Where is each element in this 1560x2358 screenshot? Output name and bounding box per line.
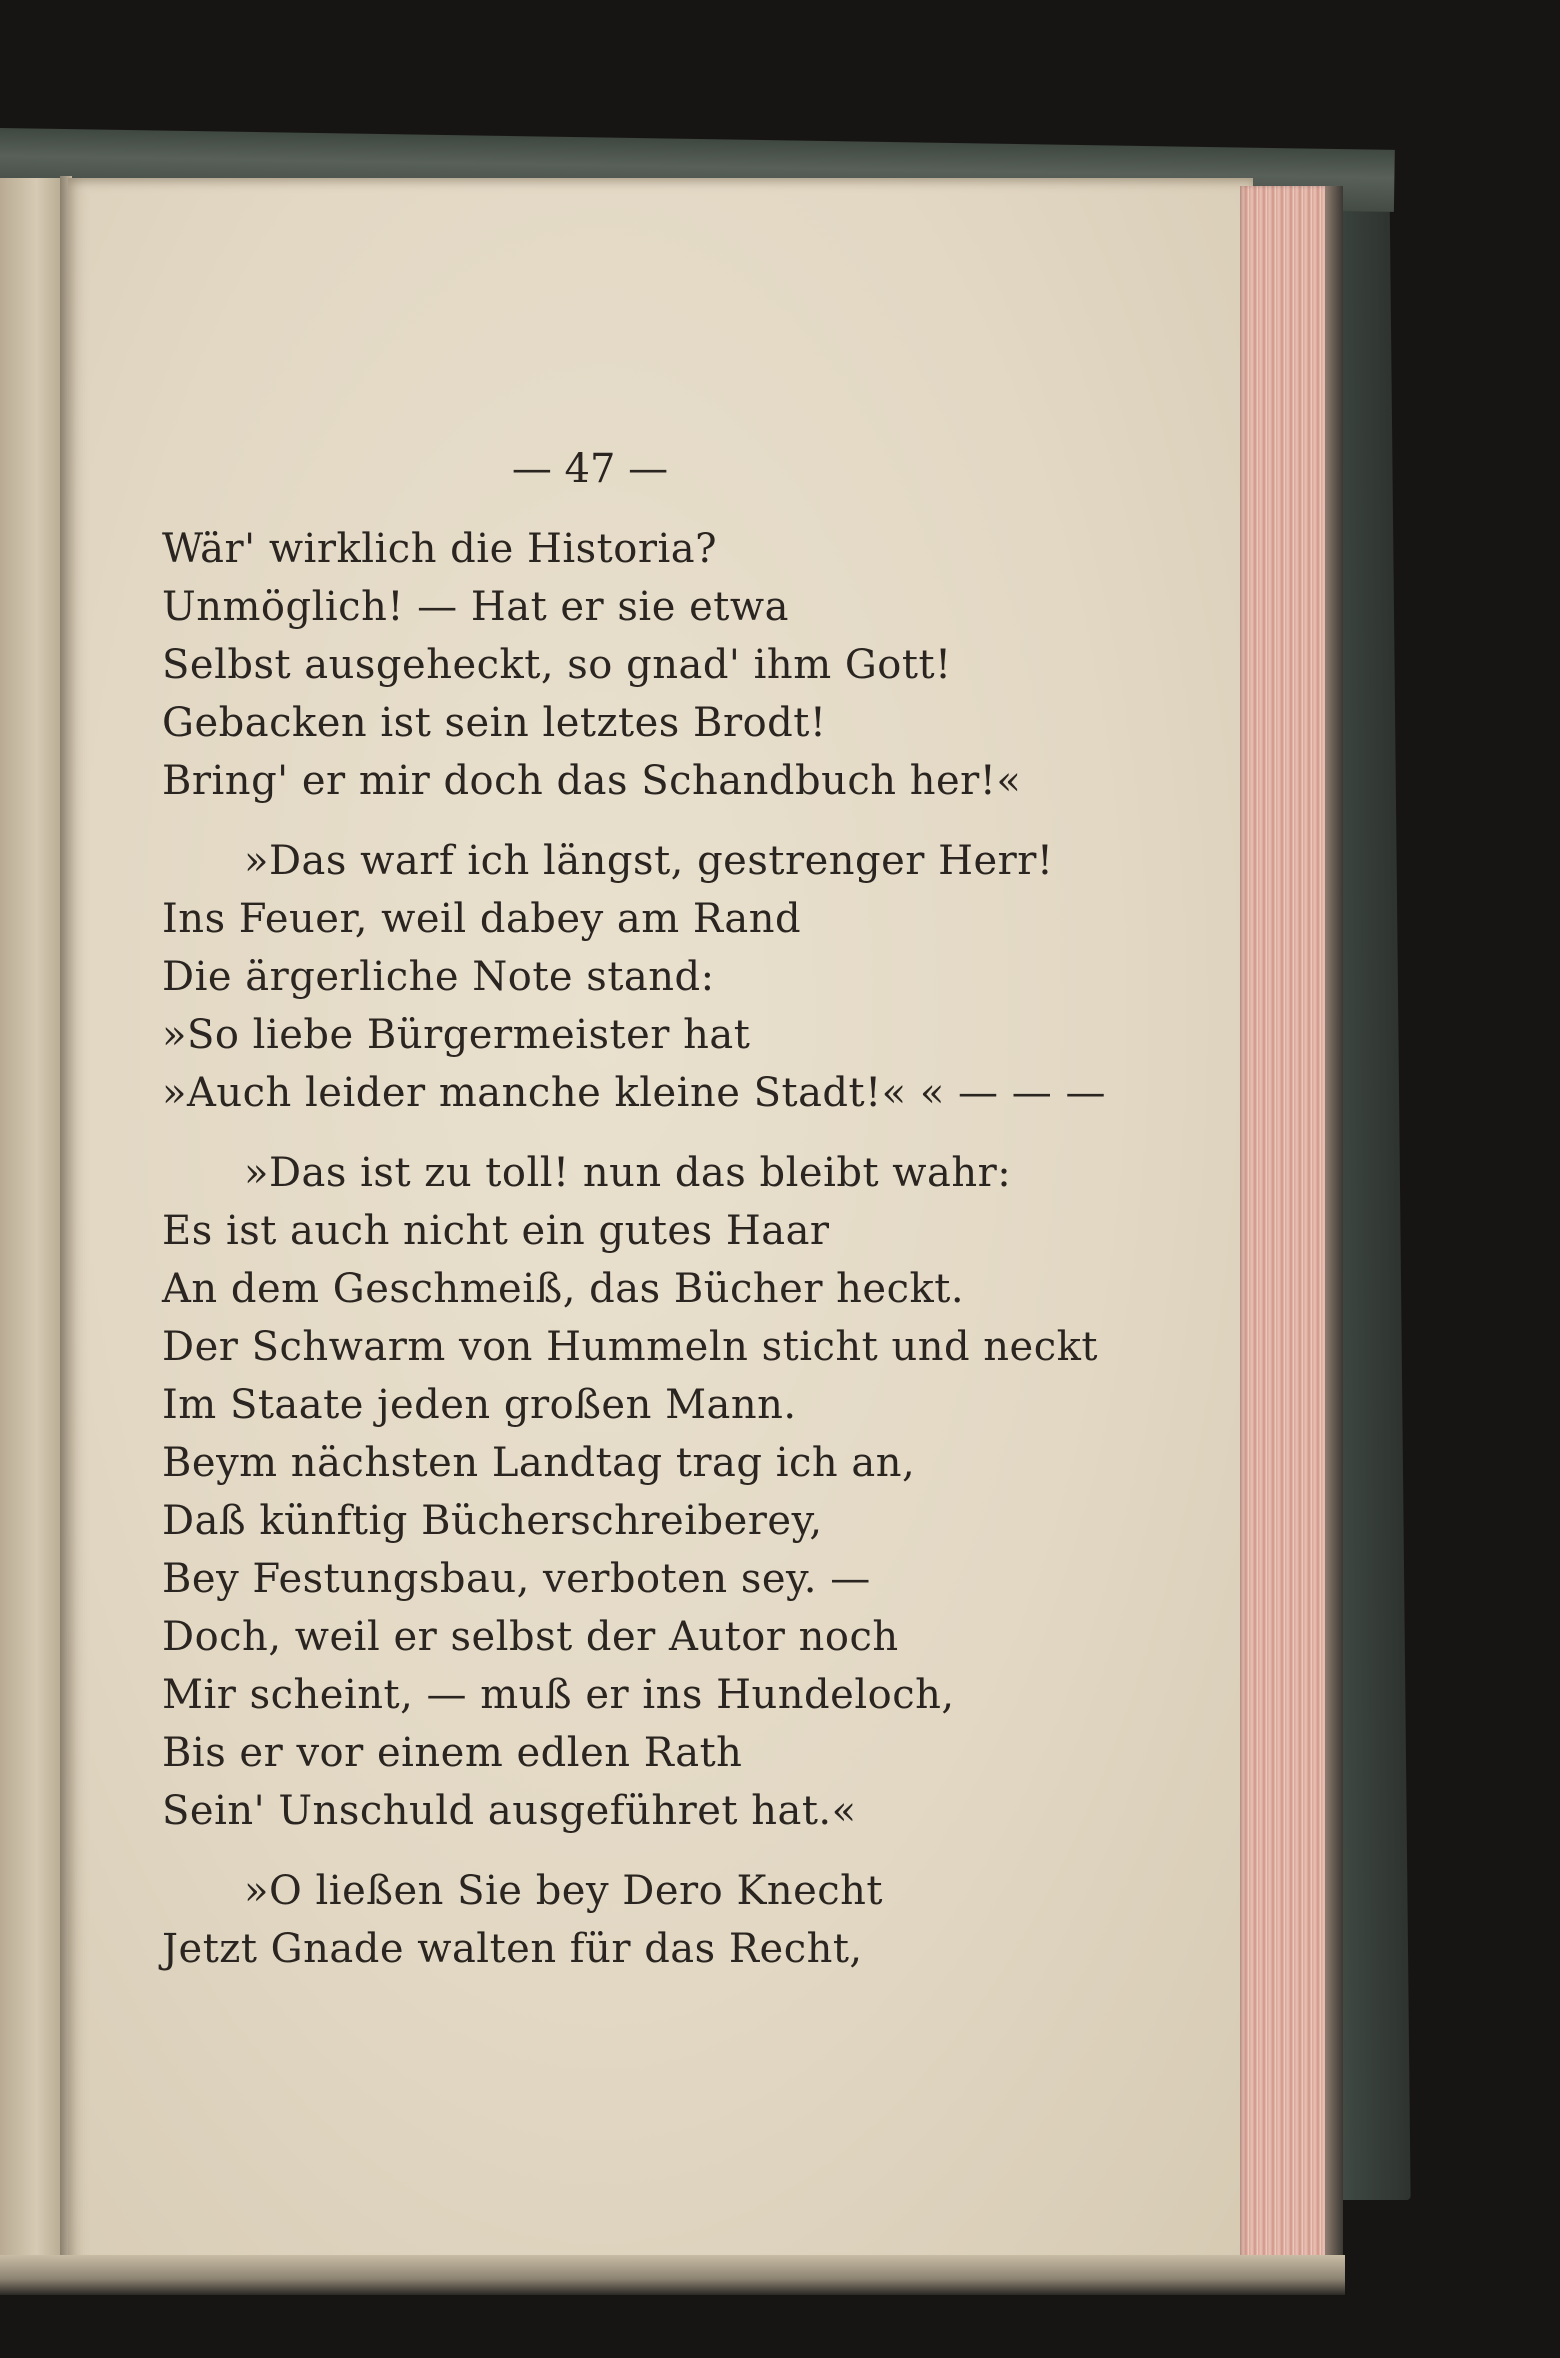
stanza-1 xyxy=(162,520,1022,810)
page-stack-edge xyxy=(1240,186,1332,2266)
text-line: Jetzt Gnade walten für das Recht, xyxy=(162,1926,863,1972)
stanza-2 xyxy=(162,832,1106,1122)
text-line: Ins Feuer, weil dabey am Rand xyxy=(162,896,802,942)
text-line: Es ist auch nicht ein gutes Haar xyxy=(162,1208,830,1254)
page-bottom-edge xyxy=(0,2255,1345,2295)
stanza-3 xyxy=(162,1144,1098,1840)
text-line: Der Schwarm von Hummeln sticht und neckt xyxy=(162,1324,1098,1370)
text-line: Gebacken ist sein letztes Brodt! xyxy=(162,700,827,746)
text-line: Bis er vor einem edlen Rath xyxy=(162,1730,743,1776)
text-line: Beym nächsten Landtag trag ich an, xyxy=(162,1440,916,1486)
text-line: Daß künftig Bücherschreiberey, xyxy=(162,1498,823,1544)
page-stack-shadow xyxy=(1325,186,1343,2266)
stanza-4 xyxy=(162,1862,1022,1978)
text-line: Wär' wirklich die Historia? xyxy=(162,526,718,572)
page-number: — 47 — xyxy=(511,446,669,492)
text-line: »Auch leider manche kleine Stadt!« « — — — xyxy=(162,1070,1106,1116)
text-line: Sein' Unschuld ausgeführet hat.« xyxy=(162,1788,857,1834)
text-line: »Das ist zu toll! nun das bleibt wahr: xyxy=(244,1150,1012,1196)
text-line: »O ließen Sie bey Dero Knecht xyxy=(244,1868,883,1914)
left-page-edge xyxy=(0,178,66,2268)
text-line: »Das warf ich längst, gestrenger Herr! xyxy=(244,838,1054,884)
text-line: Bring' er mir doch das Schandbuch her!« xyxy=(162,758,1022,804)
text-line: Selbst ausgeheckt, so gnad' ihm Gott! xyxy=(162,642,952,688)
poem-text xyxy=(162,520,1106,2000)
text-line: Doch, weil er selbst der Autor noch xyxy=(162,1614,899,1660)
text-line: Die ärgerliche Note stand: xyxy=(162,954,715,1000)
text-line: An dem Geschmeiß, das Bücher heckt. xyxy=(162,1266,965,1312)
text-line: »So liebe Bürgermeister hat xyxy=(162,1012,751,1058)
text-line: Mir scheint, — muß er ins Hundeloch, xyxy=(162,1672,955,1718)
text-line: Unmöglich! — Hat er sie etwa xyxy=(162,584,789,630)
text-line: Im Staate jeden großen Mann. xyxy=(162,1382,797,1428)
text-line: Bey Festungsbau, verboten sey. — xyxy=(162,1556,871,1602)
